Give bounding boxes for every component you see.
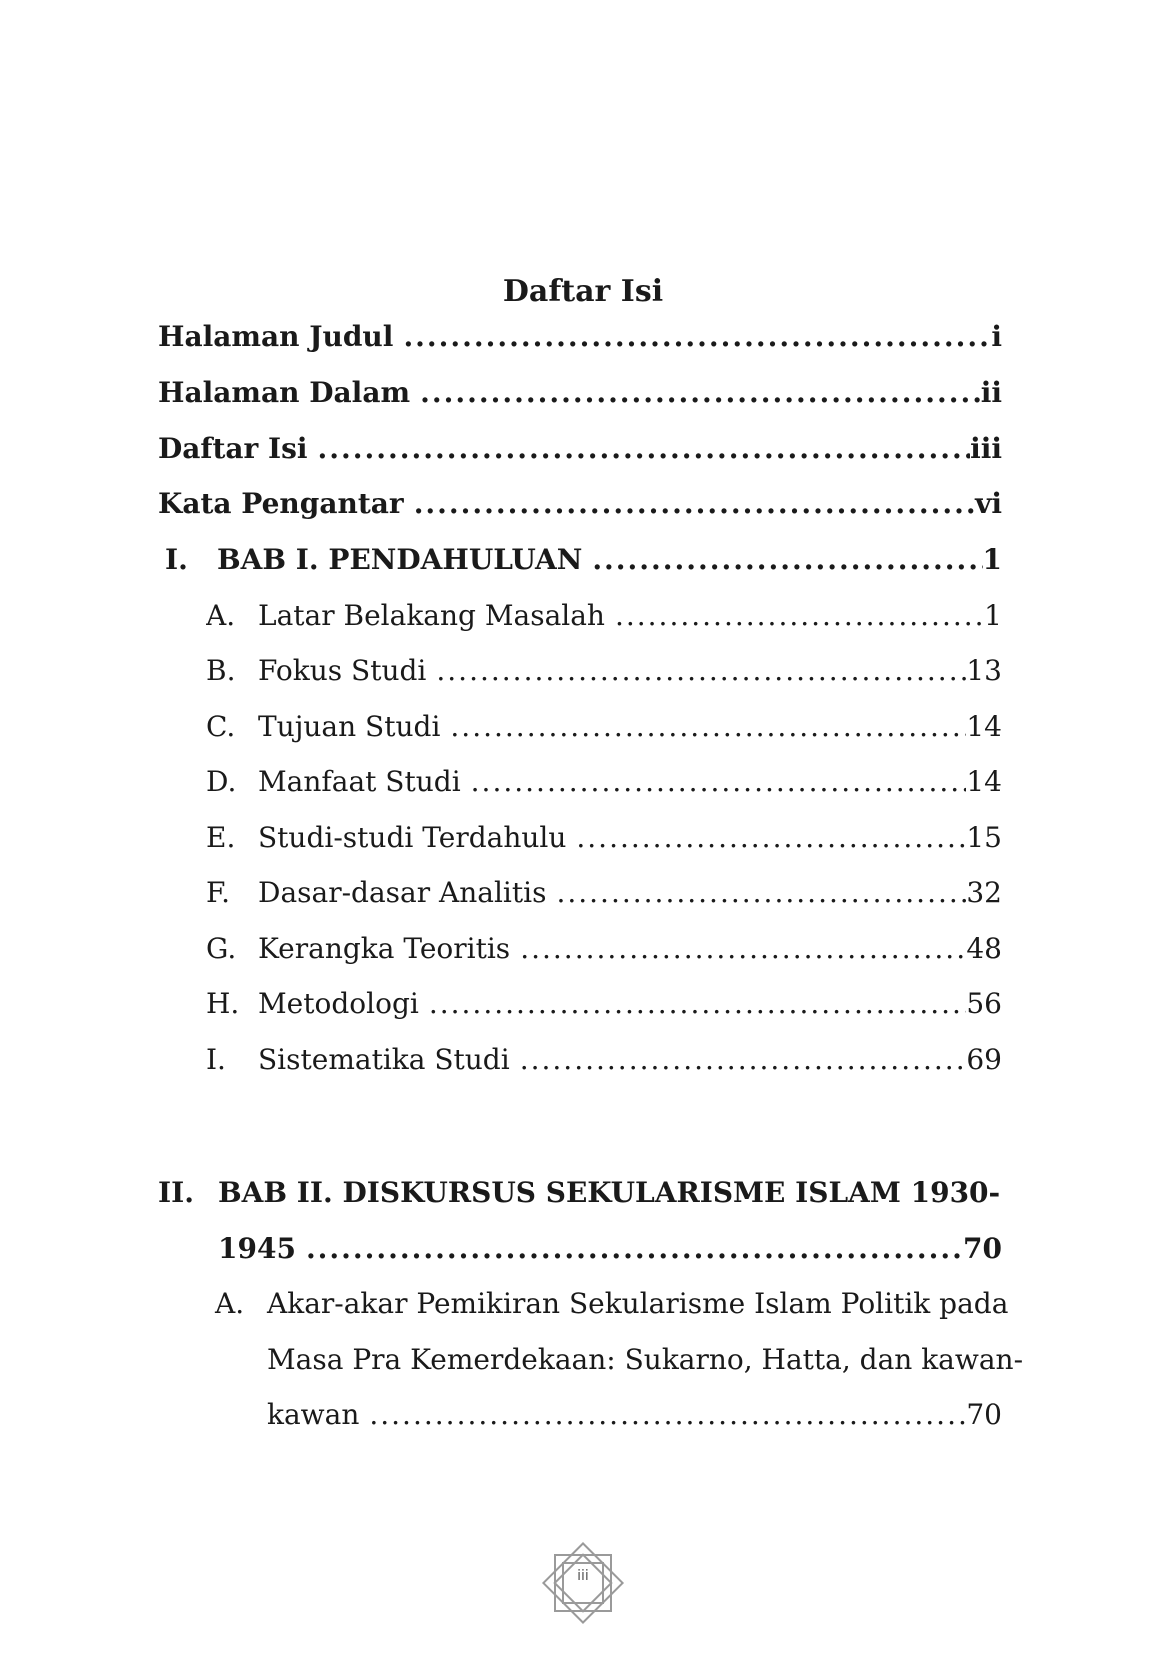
section-label: Dasar-dasar Analitis — [258, 876, 547, 909]
section-label-line1: Akar-akar Pemikiran Sekularisme Islam Politik pada — [267, 1287, 1009, 1320]
section-page: 69 — [966, 1043, 1002, 1076]
section-label: Metodologi — [258, 987, 419, 1020]
section-letter: C. — [206, 710, 236, 743]
toc-entry-kata-pengantar[interactable] — [158, 482, 1002, 526]
chapter-number: I. — [165, 543, 188, 576]
section-label: Sistematika Studi — [258, 1043, 510, 1076]
toc-entry-page: iii — [970, 432, 1002, 465]
toc-section[interactable] — [206, 982, 1002, 1026]
toc-section[interactable] — [206, 927, 1002, 971]
section-page: 56 — [966, 987, 1002, 1020]
chapter-label-line1: BAB II. DISKURSUS SEKULARISME ISLAM 1930- — [218, 1176, 1001, 1209]
section-letter: G. — [206, 932, 237, 965]
toc-section[interactable] — [206, 649, 1002, 693]
toc-entry-halaman-dalam[interactable] — [158, 371, 1002, 415]
dot-leader — [306, 1227, 963, 1271]
chapter-page: 70 — [963, 1232, 1002, 1265]
section-page: 15 — [966, 821, 1002, 854]
chapter-number: II. — [158, 1176, 194, 1209]
section-page: 14 — [966, 765, 1002, 798]
dot-leader — [414, 482, 975, 526]
section-page: 1 — [984, 599, 1002, 632]
toc-entry-label: Halaman Judul — [158, 320, 394, 353]
dot-leader — [592, 538, 982, 582]
toc-entry-label: Halaman Dalam — [158, 376, 411, 409]
toc-section[interactable] — [206, 816, 1002, 860]
page-number: iii — [577, 1568, 589, 1584]
section-letter: A. — [206, 599, 236, 632]
toc-entry-page: vi — [975, 487, 1002, 520]
chapter-page: 1 — [982, 543, 1002, 576]
dot-leader — [520, 1038, 967, 1082]
chapter-label: BAB I. PENDAHULUAN — [217, 543, 583, 576]
section-label: Kerangka Teoritis — [258, 932, 511, 965]
section-label-line3: kawan — [267, 1398, 360, 1431]
toc-section[interactable] — [206, 705, 1002, 749]
toc-section[interactable] — [206, 1038, 1002, 1082]
toc-section-2a-line2 — [267, 1338, 1023, 1382]
section-letter: I. — [206, 1043, 226, 1076]
toc-section-2a-line1[interactable] — [215, 1282, 1008, 1326]
section-letter: H. — [206, 987, 240, 1020]
section-label-line2: Masa Pra Kemerdekaan: Sukarno, Hatta, dan kawan- — [267, 1343, 1024, 1376]
dot-leader — [420, 371, 981, 415]
section-label: Tujuan Studi — [258, 710, 441, 743]
section-page: 32 — [966, 876, 1002, 909]
section-letter: A. — [215, 1287, 245, 1320]
section-page: 48 — [966, 932, 1002, 965]
section-page: 13 — [966, 654, 1002, 687]
page-title: Daftar Isi — [502, 274, 664, 309]
toc-section[interactable] — [206, 594, 1002, 638]
toc-entry-label: Daftar Isi — [158, 432, 308, 465]
chapter-label-line2: 1945 — [218, 1232, 296, 1265]
toc-section[interactable] — [206, 760, 1002, 804]
section-letter: B. — [206, 654, 236, 687]
section-letter: E. — [206, 821, 236, 854]
toc-entry-page: i — [991, 320, 1002, 353]
toc-entry-daftar-isi[interactable] — [158, 427, 1002, 471]
dot-leader — [429, 982, 967, 1026]
section-label: Studi-studi Terdahulu — [258, 821, 567, 854]
dot-leader — [436, 649, 966, 693]
dot-leader — [318, 427, 971, 471]
dot-leader — [520, 927, 966, 971]
dot-leader — [450, 705, 966, 749]
dot-leader — [471, 760, 967, 804]
dot-leader — [369, 1393, 966, 1437]
section-label: Manfaat Studi — [258, 765, 461, 798]
dot-leader — [403, 315, 991, 359]
section-letter: D. — [206, 765, 237, 798]
section-page: 70 — [966, 1398, 1002, 1431]
toc-chapter-2-heading[interactable] — [158, 1171, 1000, 1215]
section-page: 14 — [966, 710, 1002, 743]
toc-chapter-2-continued[interactable] — [218, 1227, 1002, 1271]
dot-leader — [556, 871, 966, 915]
toc-entry-label: Kata Pengantar — [158, 487, 404, 520]
toc-entry-page: ii — [980, 376, 1002, 409]
dot-leader — [615, 594, 984, 638]
section-label: Latar Belakang Masalah — [258, 599, 605, 632]
section-label: Fokus Studi — [258, 654, 427, 687]
dot-leader — [576, 816, 966, 860]
toc-chapter-1[interactable] — [165, 538, 1002, 582]
toc-section-2a-line3[interactable] — [267, 1393, 1002, 1437]
section-letter: F. — [206, 876, 230, 909]
toc-section[interactable] — [206, 871, 1002, 915]
toc-entry-halaman-judul[interactable] — [158, 315, 1002, 359]
